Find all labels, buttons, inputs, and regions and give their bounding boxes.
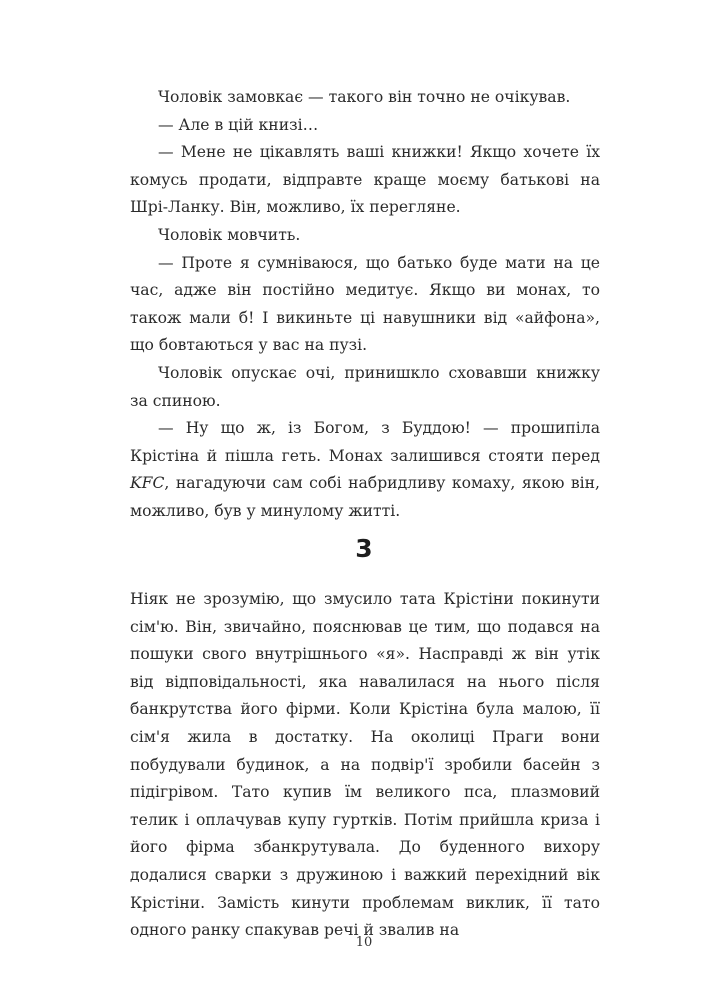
paragraph-text: , нагадуючи сам собі набридливу комаху, якою він, можливо, був у минулому житті. <box>130 474 600 520</box>
kfc-italic: KFC <box>130 474 165 493</box>
paragraph: — Проте я сумніваюся, що батько буде мати на це час, адже він постійно медитує. Якщо ви монах, то також мали б! І викиньте ці навушники від «айфона», що бовтаються у вас на пузі. <box>130 253 600 355</box>
paragraph: — Але в цій книзі… <box>158 115 319 134</box>
chapter-body <box>130 586 600 945</box>
paragraph: Чоловік опускає очі, принишкло сховавши книжку за спиною. <box>130 363 600 410</box>
paragraph: — Мене не цікавлять ваші книжки! Якщо хочете їх комусь продати, відправте краще моєму батькові на Шрі-Ланку. Він, можливо, їх перегляне. <box>130 143 600 217</box>
paragraph: Чоловік мовчить. <box>158 225 301 244</box>
paragraph <box>130 415 600 525</box>
page-number: 10 <box>355 935 373 950</box>
dialogue-section <box>130 84 600 526</box>
paragraph: Чоловік замовкає — такого він точно не очікував. <box>158 88 571 106</box>
chapter-number: 3 <box>355 534 373 563</box>
paragraph: Ніяк не зрозумію, що змусило тата Крістіни покинути сім'ю. Він, звичайно, пояснював це тим, що подався на пошуки свого внутрішнього «я». Насправді ж він утік від відповідальності, яка навалилася на нього після банкрутства його фірми. Коли Крістіна була малою, її сім'я жила в достатку. На околиці Праги вони побудували будинок, а на подвір'ї зробили басейн з підігрівом. Тато купив їм великого пса, плазмовий телик і оплачував купу гуртків. Потім прийшла криза і його фірма збанкрутувала. До буденного вихору додалися сварки з дружиною і важкий перехідний вік Крістіни. Замість кинути проблемам виклик, її тато одного ранку спакував речі й звалив на <box>130 590 600 940</box>
paragraph-text: — Ну що ж, із Богом, з Буддою! — прошипіла Крістіна й пішла геть. Монах залишився стояти перед <box>130 419 600 465</box>
